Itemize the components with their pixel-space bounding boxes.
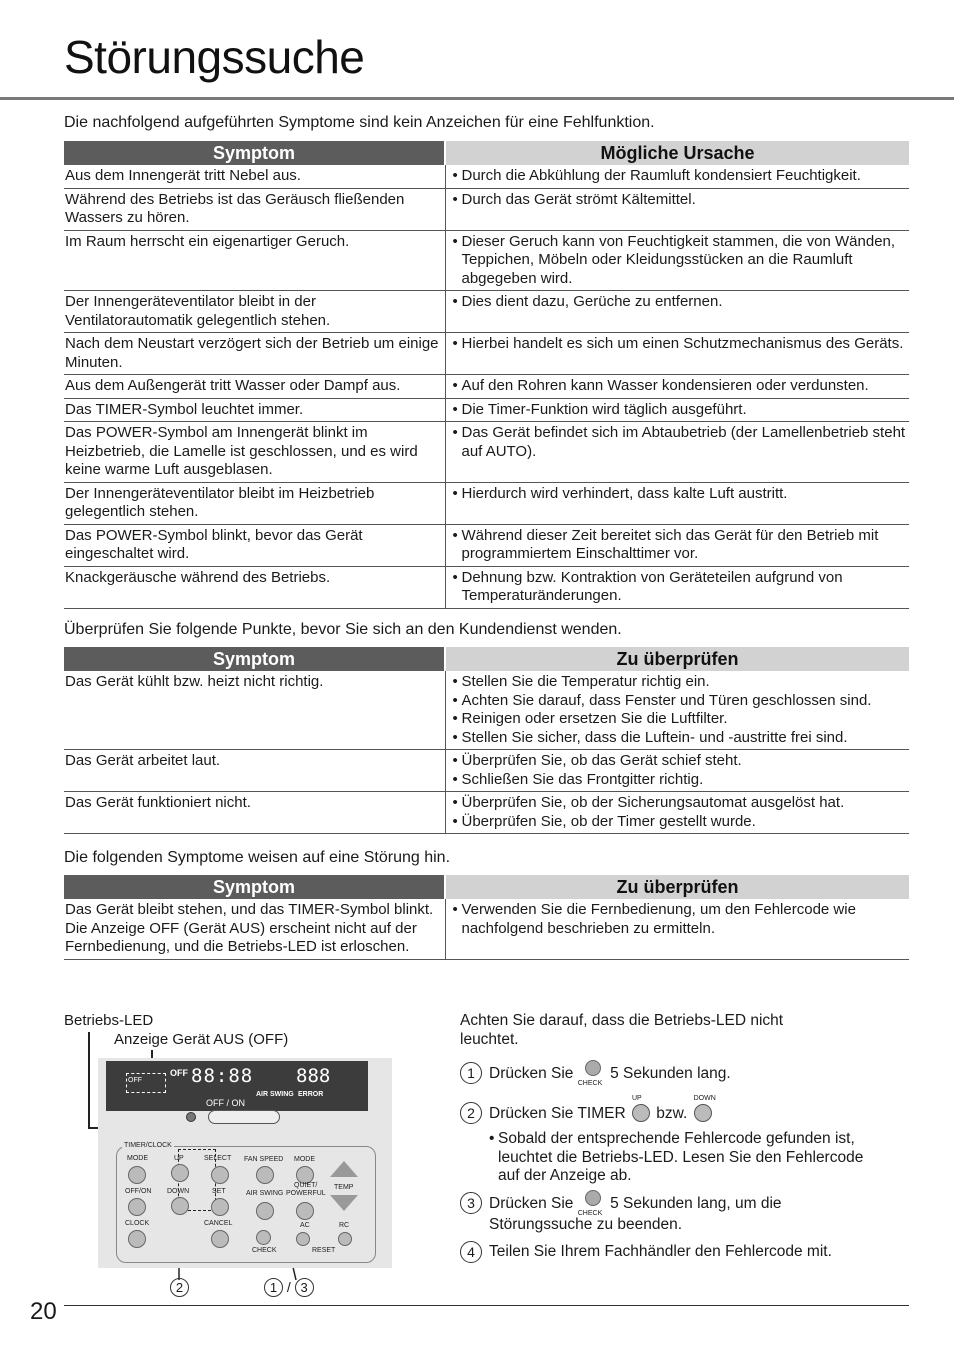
callout-separator: / — [286, 1279, 291, 1295]
bullet-item — [453, 401, 910, 420]
symptom-cell: Das TIMER-Symbol leuchtet immer. — [64, 398, 445, 422]
bullet-text: Das Gerät befindet sich im Abtaubetrieb (der Lamellenbetrieb steht auf AUTO). — [461, 424, 906, 460]
bullet-item — [453, 167, 910, 186]
bullet-text: Reinigen oder ersetzen Sie die Luftfilter. — [461, 710, 728, 727]
bullet-icon: • — [452, 167, 458, 184]
table-row — [64, 230, 909, 291]
callout-number: 2 — [170, 1278, 189, 1297]
symptom-cell: Der Innengeräteventilator bleibt in der Ventilatorautomatik gelegentlich stehen. — [64, 291, 445, 333]
symptom-cell: Das Gerät bleibt stehen, und das TIMER-Symbol blinkt. Die Anzeige OFF (Gerät AUS) erscheint nicht auf der Fernbedienung, und die Betriebs-LED ist erloschen. — [64, 899, 445, 959]
table-row — [64, 333, 909, 375]
cancel-button[interactable] — [211, 1230, 229, 1248]
section1-intro: Die nachfolgend aufgeführten Symptome sind kein Anzeichen für eine Fehlfunktion. — [64, 114, 655, 131]
callout-number: 1 — [264, 1278, 283, 1297]
table-row — [64, 422, 909, 483]
table-row — [64, 188, 909, 230]
down-label: DOWN — [693, 1095, 716, 1102]
step-text: Drücken Sie TIMER — [489, 1105, 626, 1123]
table-row — [64, 482, 909, 524]
check-button-icon — [577, 1064, 606, 1087]
column-header-symptom: Symptom — [64, 141, 445, 165]
bullet-text: Hierbei handelt es sich um einen Schutzmechanismus des Geräts. — [461, 335, 904, 352]
bullet-text: Achten Sie darauf, dass Fenster und Türen geschlossen sind. — [461, 691, 872, 709]
air-swing-button[interactable] — [256, 1202, 274, 1220]
table-row — [64, 671, 909, 750]
bullet-text: Durch das Gerät strömt Kältemittel. — [461, 190, 696, 208]
bullet-text: Durch die Abkühlung der Raumluft kondensiert Feuchtigkeit. — [461, 167, 861, 184]
cause-cell — [445, 398, 909, 422]
bullet-icon: • — [452, 794, 458, 811]
key-label-air-swing: AIR SWING — [246, 1190, 284, 1197]
bullet-item — [453, 527, 910, 564]
label-off-indicator: Anzeige Gerät AUS (OFF) — [114, 1031, 289, 1048]
lcd-error: ERROR — [298, 1091, 324, 1098]
symptom-cell: Das POWER-Symbol am Innengerät blinkt im Heizbetrieb, die Lamelle ist geschlossen, und es wird keine warme Luft ausgeblasen. — [64, 422, 445, 483]
step-number: 3 — [460, 1192, 482, 1214]
off-on-label: OFF / ON — [206, 1098, 245, 1108]
cause-cell — [445, 792, 909, 834]
bullet-text: Stellen Sie sicher, dass die Luftein- und -austritte frei sind. — [461, 728, 848, 746]
symptom-cell: Knackgeräusche während des Betriebs. — [64, 566, 445, 608]
bullet-item — [453, 710, 910, 729]
step-text: Drücken Sie — [489, 1195, 574, 1213]
label-operation-led: Betriebs-LED — [64, 1012, 154, 1029]
bullet-item — [453, 729, 910, 748]
bullet-item — [453, 692, 910, 711]
bullet-icon: • — [452, 484, 458, 502]
cause-cell — [445, 165, 909, 188]
key-label-clock: CLOCK — [125, 1220, 150, 1227]
bullet-text: Verwenden Sie die Fernbedienung, um den Fehlercode wie nachfolgend beschrieben zu ermitteln. — [461, 901, 856, 937]
table-row — [64, 566, 909, 608]
bullet-text: Überprüfen Sie, ob das Gerät schief steht. — [461, 752, 742, 769]
step-text: Teilen Sie Ihrem Fachhändler den Fehlercode mit. — [489, 1243, 832, 1260]
table-row — [64, 291, 909, 333]
step-text: bzw. — [656, 1105, 688, 1123]
bullet-item — [453, 813, 910, 832]
bullet-item — [453, 293, 910, 312]
key-label-off-on: OFF/ON — [125, 1188, 152, 1195]
bullet-item — [453, 771, 910, 790]
table-row — [64, 524, 909, 566]
bullet-icon: • — [452, 728, 458, 746]
bullet-icon: • — [452, 752, 458, 769]
symptom-cell: Das Gerät funktioniert nicht. — [64, 792, 445, 834]
bullet-icon: • — [452, 770, 458, 788]
bullet-text: Stellen Sie die Temperatur richtig ein. — [461, 673, 710, 690]
cause-cell — [445, 291, 909, 333]
step-number: 2 — [460, 1102, 482, 1124]
footer-rule — [64, 1305, 909, 1306]
symptom-cell: Das Gerät kühlt bzw. heizt nicht richtig. — [64, 671, 445, 750]
bullet-item — [453, 794, 910, 813]
table-row — [64, 750, 909, 792]
key-label-ac: AC — [300, 1222, 310, 1229]
symptom-cell: Aus dem Innengerät tritt Nebel aus. — [64, 165, 445, 188]
bullet-icon: • — [452, 293, 458, 310]
step-bullet-text: Sobald der entsprechende Fehlercode gefunden ist, leuchtet die Betriebs-LED. Lesen Sie den Fehlercode auf der Anzeige ab. — [498, 1130, 864, 1184]
step-2-bullet: • Sobald der entsprechende Fehlercode gefunden ist, leuchtet die Betriebs-LED. Lesen Sie den Fehlercode auf der Anzeige ab. — [489, 1130, 869, 1186]
bullet-text: Schließen Sie das Frontgitter richtig. — [461, 770, 704, 788]
table-faults — [64, 875, 909, 960]
bullet-text: Dies dient dazu, Gerüche zu entfernen. — [461, 293, 723, 310]
bullet-item — [453, 673, 910, 692]
quiet-powerful-button[interactable] — [296, 1202, 314, 1220]
bullet-item — [453, 233, 910, 289]
lcd-error-digits: 888 — [296, 1065, 331, 1087]
check-label: CHECK — [577, 1080, 603, 1087]
timer-off-on-button[interactable] — [128, 1198, 146, 1216]
bullet-icon: • — [452, 400, 458, 418]
bullet-item — [453, 191, 910, 210]
operation-led — [186, 1112, 196, 1122]
lcd-off-label: OFF — [170, 1068, 188, 1078]
callout-1-3 — [264, 1278, 314, 1297]
cause-cell — [445, 566, 909, 608]
step-text: 5 Sekunden lang, um die — [610, 1195, 782, 1213]
bullet-text: Dehnung bzw. Kontraktion von Geräteteilen aufgrund von Temperaturänderungen. — [461, 568, 843, 604]
bullet-icon: • — [452, 901, 458, 918]
bullet-text: Auf den Rohren kann Wasser kondensieren oder verdunsten. — [461, 377, 869, 394]
bullet-icon: • — [452, 812, 458, 830]
key-label-quiet: QUIET/ — [294, 1182, 318, 1189]
check-button[interactable] — [256, 1230, 271, 1245]
key-label-up: UP — [174, 1155, 184, 1162]
bullet-item — [453, 424, 910, 461]
mode-button[interactable] — [128, 1166, 146, 1184]
table-row — [64, 165, 909, 188]
key-label-cancel: CANCEL — [204, 1220, 233, 1227]
cause-cell — [445, 422, 909, 483]
symptom-cell: Im Raum herrscht ein eigenartiger Geruch. — [64, 230, 445, 291]
check-button-icon — [577, 1194, 606, 1217]
up-button[interactable] — [171, 1164, 189, 1182]
table-normal-symptoms — [64, 141, 909, 609]
bullet-text: Die Timer-Funktion wird täglich ausgeführt. — [461, 400, 747, 418]
key-label-reset: RESET — [312, 1247, 336, 1254]
bullet-item — [453, 752, 910, 771]
down-button[interactable] — [171, 1197, 189, 1215]
key-label-mode2: MODE — [294, 1156, 315, 1163]
bullet-item — [453, 901, 910, 938]
key-label-select: SELECT — [204, 1155, 232, 1162]
ac-button[interactable] — [296, 1232, 310, 1246]
bullet-icon: • — [452, 568, 458, 586]
bullet-text: Überprüfen Sie, ob der Sicherungsautomat ausgelöst hat. — [461, 794, 845, 811]
symptom-cell: Während des Betriebs ist das Geräusch fließenden Wassers zu hören. — [64, 188, 445, 230]
clock-button[interactable] — [128, 1230, 146, 1248]
page-number: 20 — [30, 1298, 57, 1325]
bullet-icon: • — [452, 232, 458, 250]
cause-cell — [445, 750, 909, 792]
cause-cell — [445, 230, 909, 291]
bullet-icon: • — [452, 673, 458, 690]
bullet-text: Überprüfen Sie, ob der Timer gestellt wurde. — [461, 812, 756, 830]
set-button[interactable] — [211, 1198, 229, 1216]
bullet-icon: • — [452, 526, 458, 544]
page-title: Störungssuche — [64, 31, 365, 83]
key-label-rc: RC — [339, 1222, 350, 1229]
up-button-icon — [630, 1095, 652, 1124]
key-label-powerful: POWERFUL — [286, 1190, 326, 1197]
temp-up-button[interactable] — [330, 1161, 358, 1177]
lcd-air-swing: AIR SWING — [256, 1091, 294, 1098]
led-note: Achten Sie darauf, dass die Betriebs-LED nicht leuchtet. — [460, 1012, 784, 1048]
column-header-symptom: Symptom — [64, 875, 445, 899]
bullet-icon: • — [452, 190, 458, 208]
key-label-down: DOWN — [167, 1188, 190, 1195]
check-label: CHECK — [577, 1210, 603, 1217]
lcd-clock-digits: 88:88 — [191, 1065, 254, 1087]
bullet-icon: • — [452, 335, 458, 352]
column-header-check: Zu überprüfen — [445, 647, 909, 671]
table-row — [64, 375, 909, 399]
cause-cell — [445, 524, 909, 566]
cause-cell — [445, 375, 909, 399]
bullet-item — [453, 569, 910, 606]
callout-number: 3 — [295, 1278, 314, 1297]
symptom-cell: Der Innengeräteventilator bleibt im Heizbetrieb gelegentlich stehen. — [64, 482, 445, 524]
bullet-icon: • — [452, 691, 458, 709]
column-header-symptom: Symptom — [64, 647, 445, 671]
lcd-off-text: OFF — [128, 1077, 142, 1084]
remote-figure — [64, 1010, 404, 1295]
down-button-icon — [692, 1095, 716, 1124]
bullet-text: Während dieser Zeit bereitet sich das Gerät für den Betrieb mit programmiertem Einschalttimer vor. — [461, 526, 879, 562]
cause-cell — [445, 671, 909, 750]
key-label-mode: MODE — [127, 1155, 148, 1162]
bullet-item — [453, 377, 910, 396]
step-number: 4 — [460, 1241, 482, 1263]
key-label-fan-speed: FAN SPEED — [244, 1156, 284, 1163]
cause-cell — [445, 899, 909, 959]
title-rule — [0, 97, 954, 100]
bullet-text: Hierdurch wird verhindert, dass kalte Luft austritt. — [461, 484, 788, 502]
table-row — [64, 899, 909, 959]
select-button[interactable] — [211, 1166, 229, 1184]
bullet-item — [453, 335, 910, 354]
bullet-icon: • — [452, 710, 458, 727]
fan-speed-button[interactable] — [256, 1166, 274, 1184]
bullet-icon: • — [452, 377, 458, 394]
bullet-item — [453, 485, 910, 504]
key-label-temp: TEMP — [334, 1184, 354, 1191]
table-row — [64, 792, 909, 834]
table-checks — [64, 647, 909, 834]
step-number: 1 — [460, 1062, 482, 1084]
off-on-button[interactable] — [208, 1110, 280, 1124]
step-text: Drücken Sie — [489, 1065, 574, 1083]
timer-clock-label: TIMER/CLOCK — [124, 1142, 172, 1149]
temp-down-button[interactable] — [330, 1195, 358, 1211]
symptom-cell: Aus dem Außengerät tritt Wasser oder Dampf aus. — [64, 375, 445, 399]
column-header-check: Zu überprüfen — [445, 875, 909, 899]
up-label: UP — [631, 1095, 642, 1102]
symptom-cell: Das Gerät arbeitet laut. — [64, 750, 445, 792]
symptom-cell: Nach dem Neustart verzögert sich der Betrieb um einige Minuten. — [64, 333, 445, 375]
cause-cell — [445, 188, 909, 230]
rc-button[interactable] — [338, 1232, 352, 1246]
table-row — [64, 398, 909, 422]
callout-2 — [170, 1278, 189, 1297]
key-label-check: CHECK — [252, 1247, 277, 1254]
key-label-set: SET — [212, 1188, 226, 1195]
cause-cell — [445, 482, 909, 524]
remote-control — [98, 1058, 392, 1268]
step-text: Störungssuche zu beenden. — [489, 1216, 683, 1233]
section2-intro: Überprüfen Sie folgende Punkte, bevor Sie sich an den Kundendienst wenden. — [64, 621, 622, 638]
symptom-cell: Das POWER-Symbol blinkt, bevor das Gerät eingeschaltet wird. — [64, 524, 445, 566]
column-header-cause: Mögliche Ursache — [445, 141, 909, 165]
bullet-text: Dieser Geruch kann von Feuchtigkeit stammen, die von Wänden, Teppichen, Möbeln oder Kleidungsstücken an die Raumluft abgegeben wird. — [461, 232, 896, 287]
section3-intro: Die folgenden Symptome weisen auf eine Störung hin. — [64, 849, 451, 866]
bullet-icon: • — [452, 424, 458, 441]
cause-cell — [445, 333, 909, 375]
step-text: 5 Sekunden lang. — [610, 1065, 731, 1083]
